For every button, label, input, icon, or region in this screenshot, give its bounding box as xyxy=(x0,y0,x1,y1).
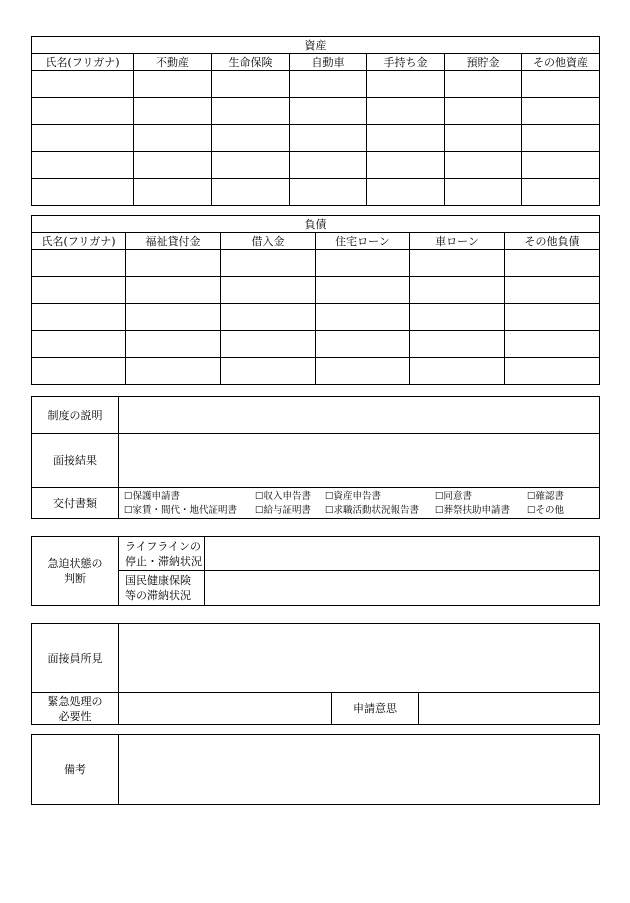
input-cell[interactable] xyxy=(32,250,126,277)
checkbox-salary-certificate[interactable]: ☐給与証明書 xyxy=(255,504,312,516)
input-cell[interactable] xyxy=(367,125,445,152)
remarks-table xyxy=(31,734,600,805)
input-cell[interactable] xyxy=(316,304,410,331)
input-cell[interactable] xyxy=(410,304,505,331)
table-row xyxy=(32,179,600,206)
insurance-label-line2: 等の滞納状況 xyxy=(125,589,191,602)
input-cell[interactable] xyxy=(221,331,316,358)
input-cell[interactable] xyxy=(290,98,367,125)
input-cell[interactable] xyxy=(410,250,505,277)
table-row xyxy=(32,250,600,277)
input-cell[interactable] xyxy=(367,179,445,206)
application-intent-label: 申請意思 xyxy=(332,693,419,725)
issued-documents-label: 交付書類 xyxy=(32,488,119,519)
liabilities-title: 負債 xyxy=(32,216,600,233)
input-cell[interactable] xyxy=(221,304,316,331)
liabilities-header-name: 氏名(フリガナ) xyxy=(32,233,126,250)
input-cell[interactable] xyxy=(221,277,316,304)
input-cell[interactable] xyxy=(522,71,600,98)
interview-result-label: 面接結果 xyxy=(32,434,119,488)
issued-documents-field xyxy=(119,488,600,519)
checkbox-job-search-report[interactable]: ☐求職活動状況報告書 xyxy=(325,504,420,516)
info-table xyxy=(31,396,600,519)
emergency-necessity-label xyxy=(32,693,119,725)
assets-table xyxy=(31,36,600,206)
input-cell[interactable] xyxy=(32,71,134,98)
assets-header-name: 氏名(フリガナ) xyxy=(32,54,134,71)
input-cell[interactable] xyxy=(445,98,522,125)
urgency-label-line2: 判断 xyxy=(64,572,86,585)
input-cell[interactable] xyxy=(522,125,600,152)
lifeline-label-line1: ライフラインの xyxy=(125,539,202,553)
input-cell[interactable] xyxy=(134,152,212,179)
system-explanation-field[interactable] xyxy=(119,397,600,434)
urgency-judgment-label xyxy=(32,537,119,606)
input-cell[interactable] xyxy=(134,125,212,152)
input-cell[interactable] xyxy=(522,98,600,125)
checkbox-asset-declaration[interactable]: ☐資産申告書 xyxy=(325,490,382,502)
liabilities-table xyxy=(31,215,600,385)
input-cell[interactable] xyxy=(32,125,134,152)
input-cell[interactable] xyxy=(410,277,505,304)
checkbox-funeral-aid-application[interactable]: ☐葬祭扶助申請書 xyxy=(435,504,511,516)
assets-header-savings: 預貯金 xyxy=(445,54,522,71)
liabilities-header-welfare-loan: 福祉貸付金 xyxy=(126,233,221,250)
input-cell[interactable] xyxy=(290,71,367,98)
assets-header-car: 自動車 xyxy=(290,54,367,71)
checkbox-protection-application[interactable]: ☐保護申請書 xyxy=(124,490,181,502)
input-cell[interactable] xyxy=(505,250,600,277)
input-cell[interactable] xyxy=(32,277,126,304)
system-explanation-label: 制度の説明 xyxy=(32,397,119,434)
input-cell[interactable] xyxy=(134,179,212,206)
input-cell[interactable] xyxy=(126,304,221,331)
input-cell[interactable] xyxy=(445,152,522,179)
checkbox-other[interactable]: ☐その他 xyxy=(527,504,565,516)
input-cell[interactable] xyxy=(505,277,600,304)
checkbox-rent-certificate[interactable]: ☐家賃・間代・地代証明書 xyxy=(124,504,238,516)
lifeline-label-line2: 停止・滞納状況 xyxy=(125,554,202,568)
documents-checklist xyxy=(119,490,599,517)
input-cell[interactable] xyxy=(505,358,600,385)
input-cell[interactable] xyxy=(212,179,290,206)
input-cell[interactable] xyxy=(410,331,505,358)
input-cell[interactable] xyxy=(126,277,221,304)
remarks-field[interactable] xyxy=(119,735,600,805)
input-cell[interactable] xyxy=(445,71,522,98)
input-cell[interactable] xyxy=(367,152,445,179)
input-cell[interactable] xyxy=(522,152,600,179)
insurance-label-line1: 国民健康保険 xyxy=(125,574,191,587)
input-cell[interactable] xyxy=(367,71,445,98)
table-row xyxy=(32,277,600,304)
input-cell[interactable] xyxy=(32,179,134,206)
assets-header-life-insurance: 生命保険 xyxy=(212,54,290,71)
interview-result-field[interactable] xyxy=(119,434,600,488)
input-cell[interactable] xyxy=(505,331,600,358)
assets-header-cash-on-hand: 手持ち金 xyxy=(367,54,445,71)
emergency-necessity-field[interactable] xyxy=(119,693,332,725)
input-cell[interactable] xyxy=(367,98,445,125)
input-cell[interactable] xyxy=(212,98,290,125)
input-cell[interactable] xyxy=(290,152,367,179)
liabilities-header-housing-loan: 住宅ローン xyxy=(316,233,410,250)
urgency-table xyxy=(31,536,600,606)
urgency-label-line1: 急迫状態の xyxy=(47,557,103,570)
input-cell[interactable] xyxy=(316,331,410,358)
liabilities-header-car-loan: 車ローン xyxy=(410,233,505,250)
opinion-table xyxy=(31,623,600,725)
table-row xyxy=(32,331,600,358)
input-cell[interactable] xyxy=(221,358,316,385)
input-cell[interactable] xyxy=(32,304,126,331)
table-row xyxy=(32,358,600,385)
input-cell[interactable] xyxy=(290,179,367,206)
input-cell[interactable] xyxy=(316,277,410,304)
input-cell[interactable] xyxy=(221,250,316,277)
input-cell[interactable] xyxy=(126,358,221,385)
input-cell[interactable] xyxy=(316,358,410,385)
input-cell[interactable] xyxy=(212,71,290,98)
input-cell[interactable] xyxy=(316,250,410,277)
emergency-label-line1: 緊急処理の xyxy=(47,694,103,708)
input-cell[interactable] xyxy=(290,125,367,152)
lifeline-status-label xyxy=(119,537,205,571)
input-cell[interactable] xyxy=(505,304,600,331)
table-row xyxy=(32,98,600,125)
checkbox-consent-form[interactable]: ☐同意書 xyxy=(435,490,473,502)
table-row xyxy=(32,125,600,152)
input-cell[interactable] xyxy=(126,250,221,277)
checkbox-income-declaration[interactable]: ☐収入申告書 xyxy=(255,490,312,502)
assets-header-real-estate: 不動産 xyxy=(134,54,212,71)
liabilities-header-other-liabilities: その他負債 xyxy=(505,233,600,250)
insurance-arrears-field[interactable] xyxy=(205,571,600,606)
input-cell[interactable] xyxy=(410,358,505,385)
table-row xyxy=(32,304,600,331)
liabilities-header-borrowing: 借入金 xyxy=(221,233,316,250)
input-cell[interactable] xyxy=(126,331,221,358)
input-cell[interactable] xyxy=(32,358,126,385)
input-cell[interactable] xyxy=(134,71,212,98)
input-cell[interactable] xyxy=(445,125,522,152)
input-cell[interactable] xyxy=(32,98,134,125)
interviewer-opinion-field[interactable] xyxy=(119,624,600,693)
application-intent-field[interactable] xyxy=(419,693,600,725)
checkbox-confirmation-form[interactable]: ☐確認書 xyxy=(527,490,565,502)
emergency-label-line2: 必要性 xyxy=(58,709,92,723)
input-cell[interactable] xyxy=(32,331,126,358)
interviewer-opinion-label: 面接員所見 xyxy=(32,624,119,693)
table-row xyxy=(32,152,600,179)
table-row xyxy=(32,71,600,98)
input-cell[interactable] xyxy=(445,179,522,206)
insurance-arrears-label xyxy=(119,571,205,606)
input-cell[interactable] xyxy=(212,152,290,179)
input-cell[interactable] xyxy=(522,179,600,206)
assets-header-other-assets: その他資産 xyxy=(522,54,600,71)
assets-title: 資産 xyxy=(32,37,600,54)
input-cell[interactable] xyxy=(212,125,290,152)
lifeline-status-field[interactable] xyxy=(205,537,600,571)
input-cell[interactable] xyxy=(32,152,134,179)
input-cell[interactable] xyxy=(134,98,212,125)
remarks-label: 備考 xyxy=(32,735,119,805)
